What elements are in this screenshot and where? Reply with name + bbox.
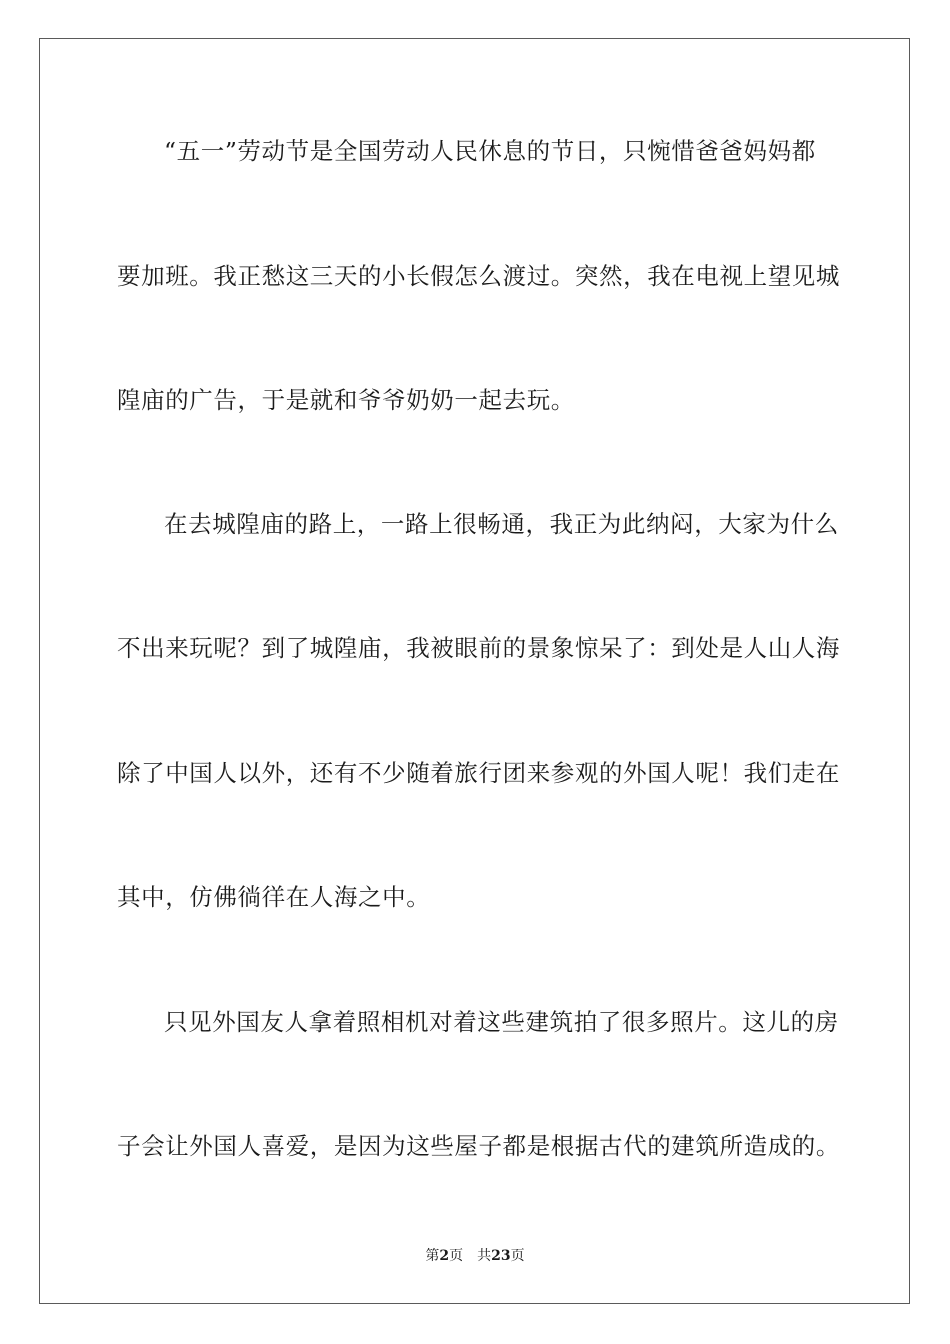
- page-footer: [0, 1247, 950, 1265]
- paragraph-3-line-2: 子会让外国人喜爱，是因为这些屋子都是根据古代的建筑所造成的。: [117, 1132, 840, 1160]
- paragraph-1-line-2: 要加班。我正愁这三天的小长假怎么渡过。突然，我在电视上望见城: [117, 262, 840, 290]
- total-pages: 23: [491, 1248, 511, 1264]
- paragraph-3-line-1: 只见外国友人拿着照相机对着这些建筑拍了很多照片。这儿的房: [164, 1008, 839, 1036]
- paragraph-1-line-3: 隍庙的广告，于是就和爷爷奶奶一起去玩。: [117, 386, 575, 414]
- paragraph-2-line-3: 除了中国人以外，还有不少随着旅行团来参观的外国人呢！我们走在: [117, 759, 840, 787]
- page-number: 2: [439, 1248, 450, 1264]
- page-prefix: 第: [425, 1248, 440, 1264]
- paragraph-2-line-2: 不出来玩呢？到了城隍庙，我被眼前的景象惊呆了：到处是人山人海: [117, 634, 840, 662]
- page-border: [39, 38, 910, 1304]
- paragraph-2-line-1: 在去城隍庙的路上，一路上很畅通，我正为此纳闷，大家为什么: [164, 510, 839, 538]
- paragraph-2-line-4: 其中，仿佛徜徉在人海之中。: [117, 883, 431, 911]
- total-prefix: 共: [477, 1248, 492, 1264]
- total-suffix: 页: [510, 1248, 525, 1264]
- paragraph-1-line-1: “五一”劳动节是全国劳动人民休息的节日，只惋惜爸爸妈妈都: [164, 137, 816, 165]
- page-suffix: 页: [449, 1248, 464, 1264]
